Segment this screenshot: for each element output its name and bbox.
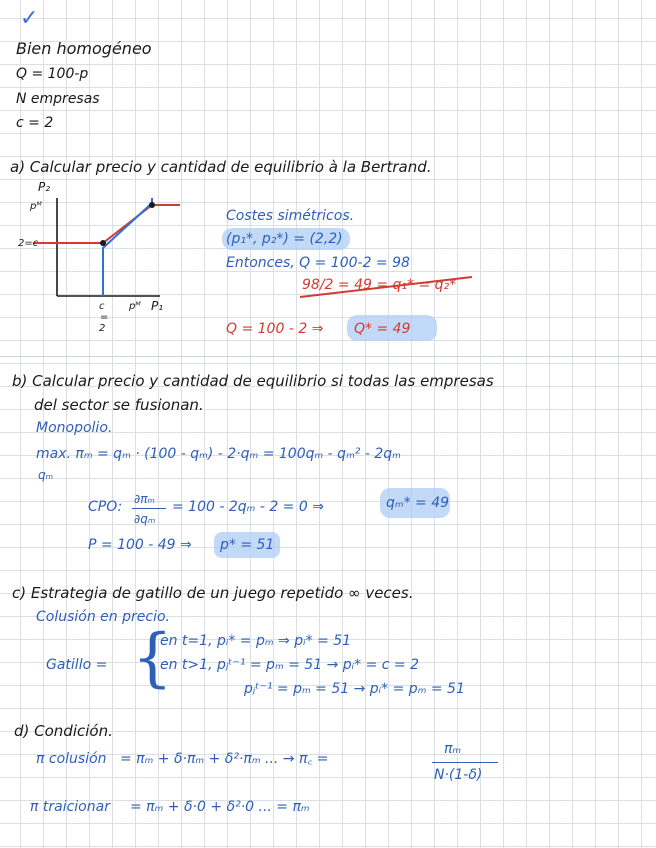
section-divider [0, 356, 656, 357]
trigger-label: Gatillo = [46, 657, 108, 673]
header-line-product: Bien homogéneo [16, 39, 152, 58]
cpo-equation: = 100 - 2qₘ - 2 = 0 ⇒ [172, 499, 324, 515]
result-quantity-label: Q = 100 - 2 ⇒ [226, 321, 324, 337]
collusion-profit-label: π colusión [36, 751, 107, 767]
monopoly-price-equation: P = 100 - 49 ⇒ [88, 537, 192, 553]
header-line-cost: c = 2 [16, 115, 54, 131]
note-symmetric-costs: Costes simétricos. [226, 208, 355, 224]
graph-y-tick-c: 2=c [18, 238, 39, 249]
part-c-title: c) Estrategia de gatillo de un juego repetido ∞ veces. [12, 584, 414, 602]
part-b-title-line2: del sector se fusionan. [34, 396, 204, 414]
result-quantity-value: Q* = 49 [354, 321, 411, 337]
cpo-numerator: ∂πₘ [134, 492, 155, 506]
monopoly-profit-equation: max. πₘ = qₘ · (100 - qₘ) - 2·qₘ = 100qₘ - qₘ² - 2qₘ [36, 446, 401, 462]
monopoly-price-result: p* = 51 [220, 537, 275, 553]
part-d-title: d) Condición. [14, 722, 113, 740]
header-line-demand: Q = 100-p [16, 66, 89, 82]
collusion-fraction-bar [432, 762, 498, 763]
cpo-label: CPO: [88, 499, 123, 515]
betrayal-profit-label: π traicionar [30, 799, 110, 815]
collusion-label: Colusión en precio. [36, 609, 170, 625]
graph-y-axis-label: P₂ [38, 180, 51, 194]
part-b-title-line1: b) Calcular precio y cantidad de equilibrio si todas las empresas [12, 372, 494, 390]
graph-x-tick-pm: pᴹ [129, 301, 141, 312]
trigger-case-cooperation: pⱼᵗ⁻¹ = pₘ = 51 → pᵢ* = pₘ = 51 [244, 681, 465, 697]
graph-y-tick-pm: pᴹ [30, 201, 42, 212]
graph-x-tick-eq: = [100, 312, 109, 323]
part-a-title: a) Calcular precio y cantidad de equilibrio à la Bertrand. [10, 158, 432, 176]
graph-x-axis-label: P₁ [151, 299, 164, 313]
cpo-fraction-bar [132, 508, 166, 509]
cpo-denominator: ∂qₘ [134, 512, 156, 526]
graph-x-tick-2: 2 [99, 323, 106, 334]
graph-x-tick-c: c [99, 301, 105, 312]
collusion-profit-series: = πₘ + δ·πₘ + δ²·πₘ ... → π꜀ = [120, 751, 329, 767]
collusion-fraction-denominator: N·(1-δ) [434, 767, 483, 783]
trigger-case-t1: en t=1, pᵢ* = pₘ ⇒ pᵢ* = 51 [160, 633, 352, 649]
header-line-firms: N empresas [16, 91, 100, 107]
cpo-result: qₘ* = 49 [386, 495, 450, 511]
note-total-quantity: Entonces, Q = 100-2 = 98 [226, 255, 410, 271]
struck-firm-quantity: 98/2 = 49 = q₁* = q₂* [302, 277, 457, 293]
max-subscript: qₘ [38, 468, 54, 482]
collusion-fraction-numerator: πₘ [444, 741, 462, 757]
monopoly-label: Monopolio. [36, 420, 113, 436]
betrayal-profit-series: = πₘ + δ·0 + δ²·0 ... = πₘ [130, 799, 310, 815]
note-equilibrium-prices: (p₁*, p₂*) = (2,2) [226, 231, 343, 247]
trigger-case-deviation: en t>1, pⱼᵗ⁻¹ = pₘ = 51 → pᵢ* = c = 2 [160, 657, 419, 673]
checkmark-icon: ✓ [20, 6, 39, 31]
trigger-brace: { [132, 621, 173, 695]
